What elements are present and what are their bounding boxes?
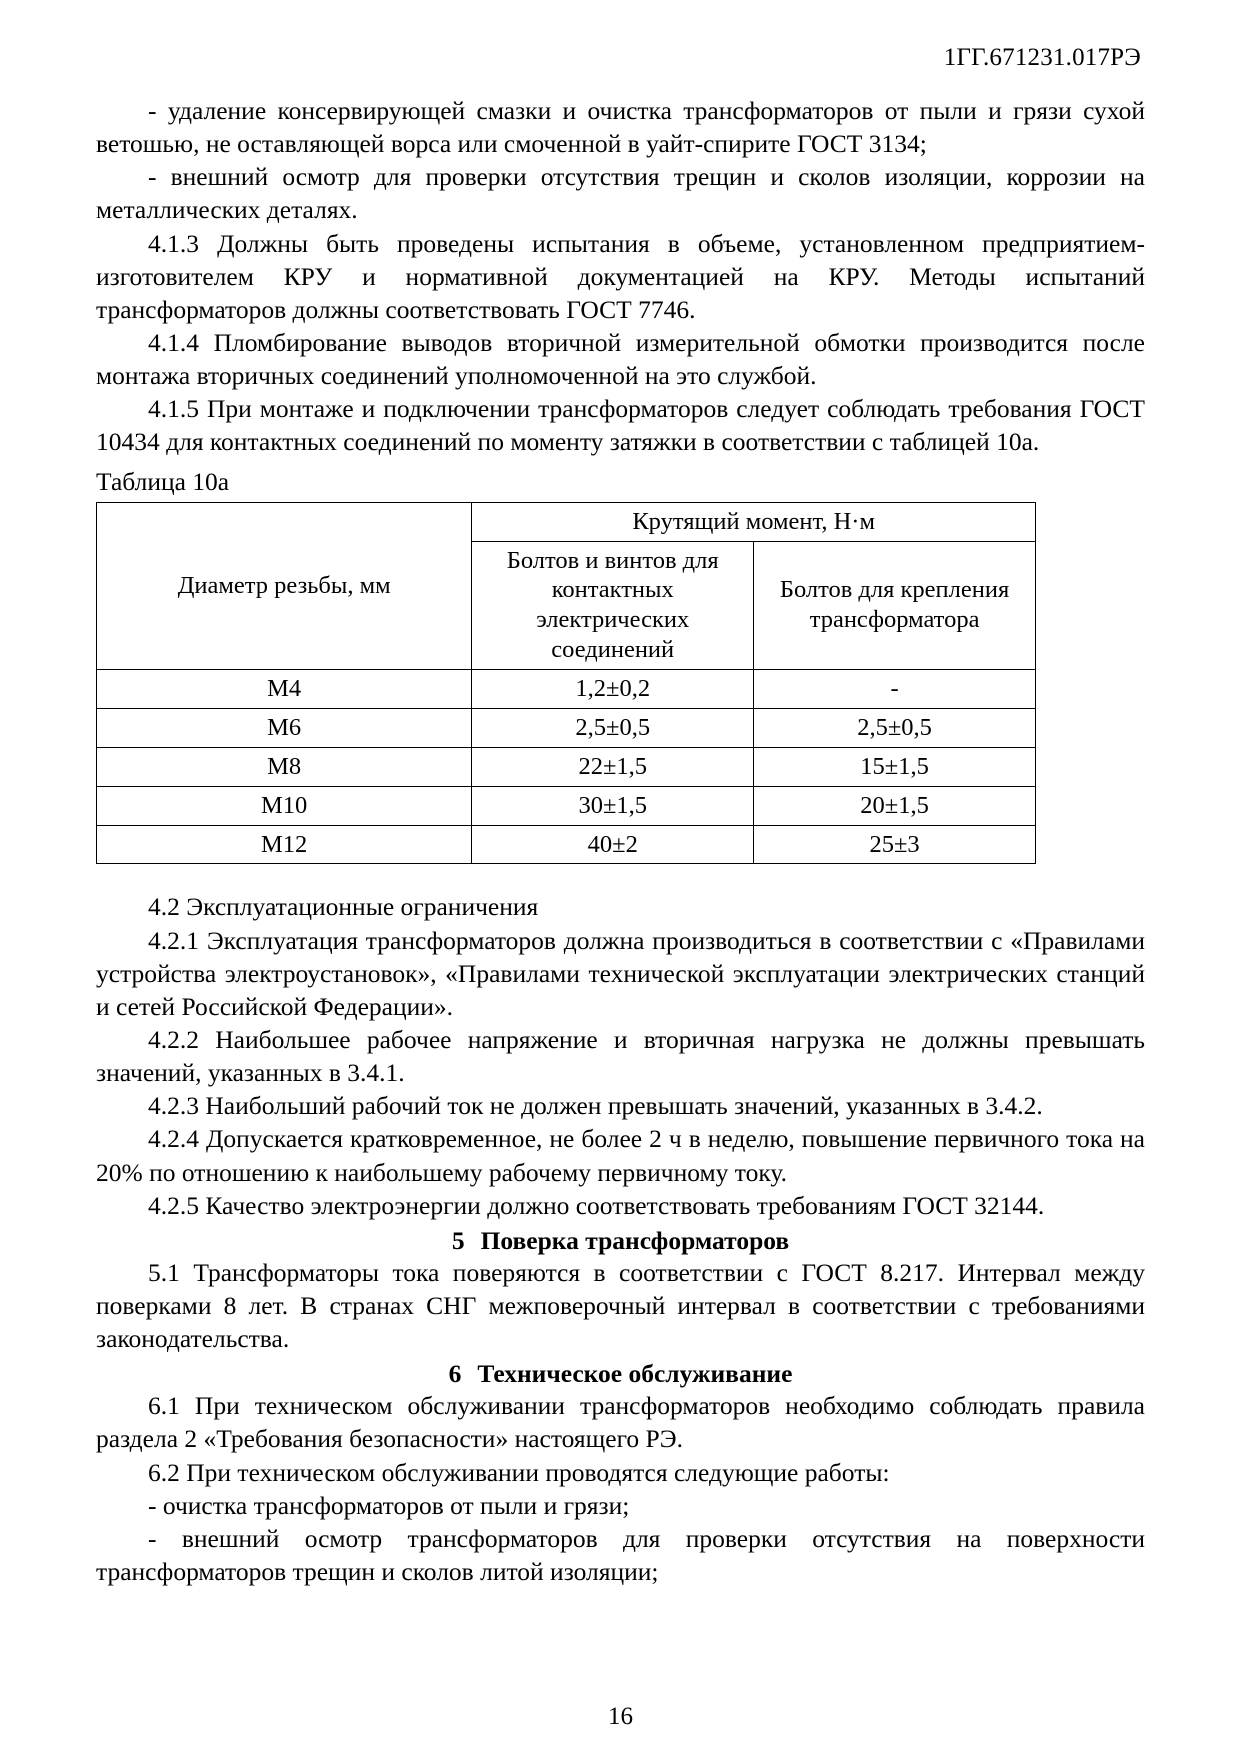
cell-mount-torque: - bbox=[754, 670, 1036, 709]
paragraph-bullet-cleaning: - удаление консервирующей смазки и очистка трансформаторов от пыли и грязи сухой ветошью, не оставляющей ворса или смоченной в уайт-спирите ГОСТ 3134; bbox=[96, 96, 1145, 159]
paragraph-4-2-1: 4.2.1 Эксплуатация трансформаторов должна производиться в соответствии с «Правилами устройства электроустановок», «Правилами технической эксплуатации электрических станций и сетей Российской Федерации». bbox=[96, 925, 1145, 1021]
paragraph-bullet-cleaning-2: - очистка трансформаторов от пыли и грязи; bbox=[148, 1490, 630, 1520]
paragraph-bullet-inspection-2: - внешний осмотр трансформаторов для проверки отсутствия на поверхности трансформаторов трещин и сколов литой изоляции; bbox=[96, 1523, 1145, 1586]
table-header-mount-bolts: Болтов для крепления трансформатора bbox=[754, 541, 1036, 670]
paragraph-5-1: 5.1 Трансформаторы тока поверяются в соответствии с ГОСТ 8.217. Интервал между поверками 8 лет. В странах СНГ межповерочный интервал в соответствии с требованиями законодательства. bbox=[96, 1257, 1145, 1354]
cell-mount-torque: 20±1,5 bbox=[754, 786, 1036, 825]
cell-diameter: М4 bbox=[97, 670, 472, 709]
table-row bbox=[97, 670, 1036, 709]
paragraph-4-2-5: 4.2.5 Качество электроэнергии должно соответствовать требованиям ГОСТ 32144. bbox=[148, 1190, 1045, 1220]
paragraph-4-1-4: 4.1.4 Пломбирование выводов вторичной измерительной обмотки производится после монтажа вторичных соединений уполномоченной на это службой. bbox=[96, 327, 1145, 391]
table-caption: Таблица 10а bbox=[96, 466, 230, 496]
cell-mount-torque: 2,5±0,5 bbox=[754, 708, 1036, 747]
paragraph-4-2-2: 4.2.2 Наибольшее рабочее напряжение и вторичная нагрузка не должны превышать значений, указанных в 3.4.1. bbox=[96, 1025, 1145, 1088]
cell-mount-torque: 25±3 bbox=[754, 825, 1036, 864]
cell-contact-torque: 2,5±0,5 bbox=[472, 708, 754, 747]
paragraph-4-1-5: 4.1.5 При монтаже и подключении трансформаторов следует соблюдать требования ГОСТ 10434 для контактных соединений по моменту затяжки в соответствии с таблицей 10а. bbox=[96, 394, 1145, 457]
heading-section-6-title: Техническое обслуживание bbox=[477, 1359, 793, 1389]
cell-contact-torque: 30±1,5 bbox=[472, 786, 754, 825]
cell-diameter: М6 bbox=[97, 708, 472, 747]
table-header-torque-group: Крутящий момент, Н·м bbox=[472, 502, 1036, 541]
spacer-after-table bbox=[96, 864, 1145, 890]
cell-contact-torque: 22±1,5 bbox=[472, 747, 754, 786]
table-row bbox=[97, 708, 1036, 747]
cell-contact-torque: 40±2 bbox=[472, 825, 754, 864]
heading-section-6-number: 6 bbox=[448, 1359, 462, 1389]
cell-contact-torque: 1,2±0,2 bbox=[472, 670, 754, 709]
table-header-contact-bolts: Болтов и винтов для контактных электрических соединений bbox=[472, 541, 754, 670]
paragraph-4-2-4: 4.2.4 Допускается кратковременное, не более 2 ч в неделю, повышение первичного тока на 20% по отношению к наибольшему рабочему первичному току. bbox=[96, 1124, 1145, 1187]
cell-mount-torque: 15±1,5 bbox=[754, 747, 1036, 786]
page-number: 16 bbox=[608, 1703, 633, 1730]
heading-section-5 bbox=[96, 1226, 1145, 1256]
paragraph-6-2: 6.2 При техническом обслуживании проводятся следующие работы: bbox=[148, 1457, 890, 1487]
table-row bbox=[97, 825, 1036, 864]
torque-table bbox=[96, 502, 1036, 865]
paragraph-4-2-3: 4.2.3 Наибольший рабочий ток не должен превышать значений, указанных в 3.4.2. bbox=[148, 1091, 1043, 1121]
table-row bbox=[97, 747, 1036, 786]
cell-diameter: М8 bbox=[97, 747, 472, 786]
paragraph-4-2: 4.2 Эксплуатационные ограничения bbox=[148, 892, 539, 922]
heading-section-5-title: Поверка трансформаторов bbox=[480, 1225, 790, 1255]
table-header-row-1 bbox=[97, 502, 1036, 541]
paragraph-6-1: 6.1 При техническом обслуживании трансформаторов необходимо соблюдать правила раздела 2 «Требования безопасности» настоящего РЭ. bbox=[96, 1391, 1145, 1454]
table-header-diameter: Диаметр резьбы, мм bbox=[97, 502, 472, 669]
paragraph-4-1-3: 4.1.3 Должны быть проведены испытания в объеме, установленном предприятием-изготовителем КРУ и нормативной документацией на КРУ. Методы испытаний трансформаторов должны соответствовать ГОСТ 7746. bbox=[96, 228, 1145, 324]
document-code: 1ГГ.671231.017РЭ bbox=[943, 44, 1141, 71]
cell-diameter: М10 bbox=[97, 786, 472, 825]
cell-diameter: М12 bbox=[97, 825, 472, 864]
table-row bbox=[97, 786, 1036, 825]
heading-section-6 bbox=[96, 1359, 1145, 1389]
heading-section-5-number: 5 bbox=[451, 1225, 465, 1255]
paragraph-bullet-inspection: - внешний осмотр для проверки отсутствия трещин и сколов изоляции, коррозии на металлических деталях. bbox=[96, 162, 1145, 225]
